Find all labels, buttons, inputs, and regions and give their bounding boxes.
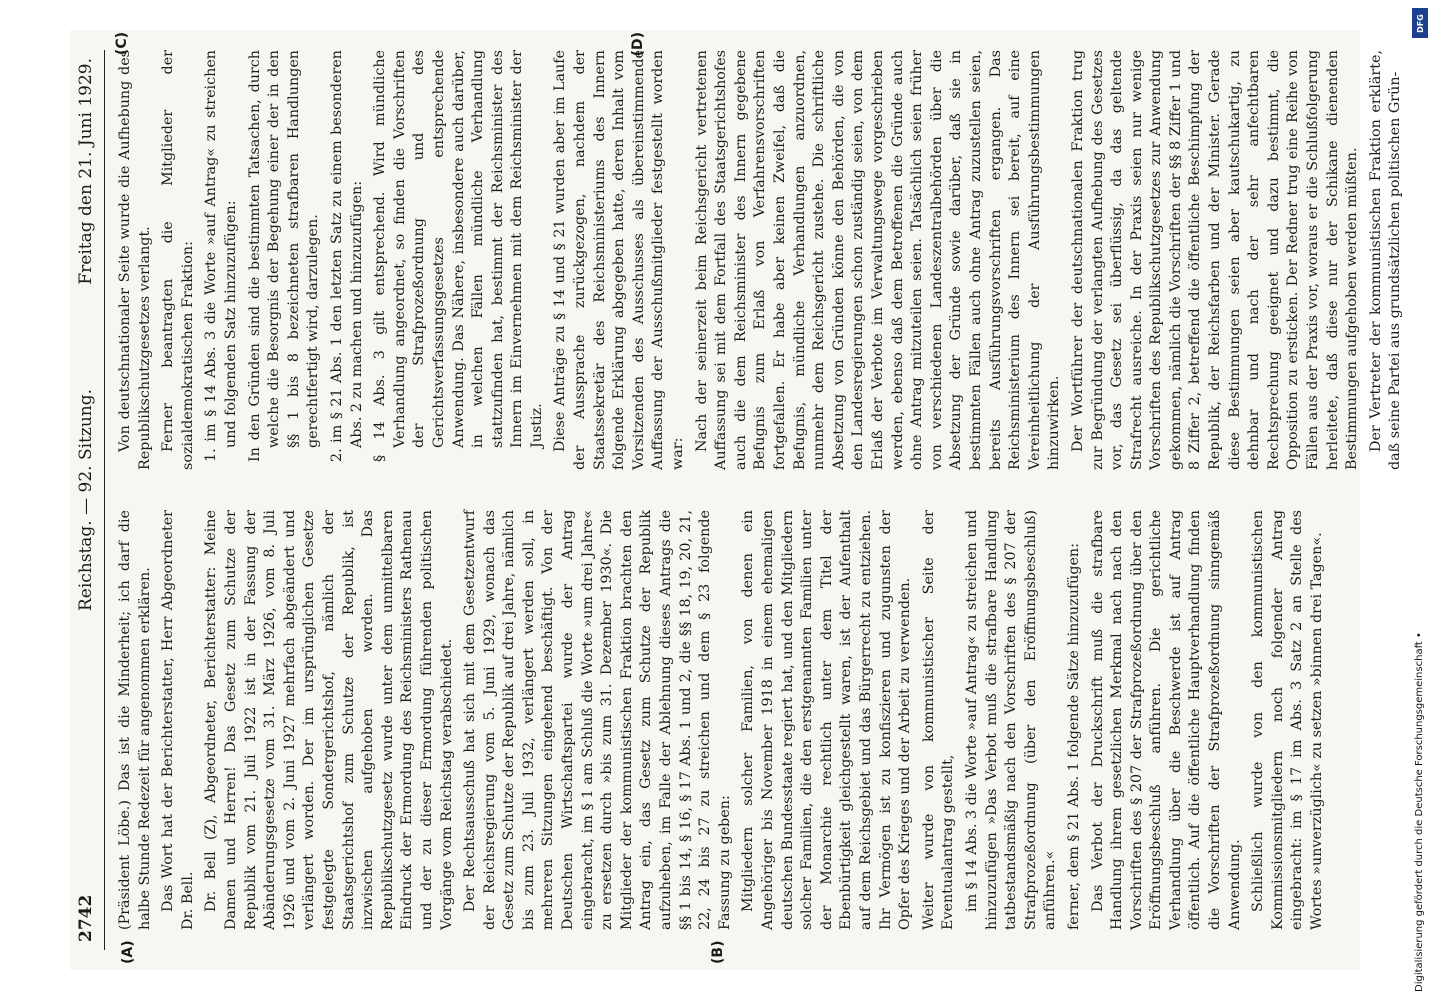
paragraph: (Präsident Löbe.) Das ist die Minderheit; ich darf die halbe Stunde Redezeit für angenommen erklären. <box>117 510 153 930</box>
paragraph: In den Gründen sind die bestimmten Tatsachen, durch welche die Besorgnis der Begehung einer der in den §§ 1 bis 8 bezeichneten strafbaren Handlungen gerechtfertigt wird, darzulegen. <box>246 50 322 462</box>
margin-marker-d: (D) <box>630 32 646 57</box>
paragraph: im § 14 Abs. 3 die Worte »auf Antrag« zu streichen und hinzuzufügen »Das Verbot muß die strafbare Handlung tatbestandsmäßig nach den Vorschriften des § 207 der Strafprozeßordnung (über den Eröffnungsbeschluß) anführen.« <box>963 510 1059 930</box>
paragraph: Der Wortführer der deutschnationalen Fraktion trug zur Begründung der verlangten Aufhebung des Gesetzes vor, das Gesetz sei überflüssig, da das geltende Strafrecht ausreiche. In der Praxis seien nur wenige Vorschriften des Republikschutzgesetzes zur Anwendung gekommen, nämlich die Vorschriften der §§ 8 Ziffer 1 und 8 Ziffer 2, betreffend die öffentliche Beschimpfung der Republik, der Reichsfarben und der Minister. Gerade diese Bestimmungen seien aber kautschukartig, zu dehnbar und nach der sehr anfechtbaren Rechtsprechung geeignet und dazu bestimmt, die Opposition zu ersticken. Der Redner trug eine Reihe von Fällen aus der Praxis vor, woraus er die Schlußfolgerung herleitete, daß diese nur der Schikane dienenden Bestimmungen aufgehoben werden müßten. <box>1069 50 1361 470</box>
credit-text: Digitalisierung gefördert durch die Deutsche Forschungsgemeinschaft • <box>1414 632 1425 992</box>
scanned-page <box>70 30 1404 970</box>
paragraph: § 14 Abs. 3 gilt entsprechend. Wird mündliche Verhandlung angeordnet, so finden die Vorschriften der Strafprozeßordnung und des Gerichtsverfassungsgesetzes entsprechende Anwendung. Das Nähere, insbesondere auch darüber, in welchen Fällen mündliche Verhandlung stattzufinden hat, bestimmt der Reichsminister des Innern im Einvernehmen mit dem Reichsminister der Justiz. <box>372 50 545 462</box>
list-item: 2. im § 21 Abs. 1 den letzten Satz zu einem besonderen Abs. 2 zu machen und hinzuzufügen: <box>328 50 365 462</box>
dfg-logo <box>1412 8 1428 38</box>
paragraph: Ferner beantragten die Mitglieder der sozialdemokratischen Fraktion: <box>160 50 196 470</box>
left-column <box>116 510 1332 930</box>
paragraph: Diese Anträge zu § 14 und § 21 wurden aber im Laufe der Aussprache zurückgezogen, nachdem der Staatssekretär des Reichsministeriums des Innern folgende Erklärung abgegeben hatte, deren Inhalt vom Vorsitzenden des Ausschusses als übereinstimmende Auffassung der Ausschußmitglieder festgestellt worden war: <box>552 50 687 470</box>
right-column <box>116 50 1410 470</box>
paragraph: Dr. Bell (Z), Abgeordneter, Berichterstatter: Meine Damen und Herren! Das Gesetz zum Schutze der Republik vom 21. Juli 1922 ist in der Fassung der Abänderungsgesetze vom 31. März 1926, vom 8. Juli 1926 und vom 2. Juni 1927 mehrfach abgeändert und verlängert worden. Der im ursprünglichen Gesetze festgelegte Sondergerichtshof, nämlich der Staatsgerichtshof zum Schutze der Republik, ist inzwischen aufgehoben worden. Das Republikschutzgesetz wurde unter dem unmittelbaren Eindruck der Ermordung des Reichsministers Rathenau und der zu dieser Ermordung führenden politischen Vorgänge vom Reichstag verabschiedet. <box>203 510 455 930</box>
margin-marker-b: (B) <box>710 940 726 964</box>
digitization-credit <box>1410 8 1430 992</box>
margin-marker-c: (C) <box>114 32 130 56</box>
paragraph: Weiter wurde von kommunistischer Seite der Eventualantrag gestellt, <box>920 510 957 930</box>
paragraph: Mitgliedern solcher Familien, von denen ein Angehöriger bis November 1918 in einem ehemaligen deutschen Bundesstaate regiert hat, und den Mitgliedern solcher Familien, die den erstgenannten Familien unter der Monarchie rechtlich unter dem Titel der Ebenbürtigkeit gleichgestellt waren, ist der Aufenthalt auf dem Reichsgebiet und das Bürgerrecht zu entziehen. Ihr Vermögen ist zu konfiszieren und zugunsten der Opfer des Krieges und der Arbeit zu verwenden. <box>740 510 914 930</box>
paragraph: Der Rechtsausschuß hat sich mit dem Gesetzentwurf der Reichsregierung vom 5. Juni 1929, wonach das Gesetz zum Schutze der Republik auf drei Jahre, nämlich bis zum 23. Juli 1932, verlängert werden soll, in mehreren Sitzungen eingehend beschäftigt. Von der Deutschen Wirtschaftspartei wurde der Antrag eingebracht, im § 1 am Schluß die Worte »um drei Jahre« zu ersetzen durch »bis zum 31. Dezember 1930«. Die Mitglieder der kommunistischen Fraktion brachten den Antrag ein, das Gesetz zum Schutze der Republik aufzuheben, im Falle der Ablehnung dieses Antrags die §§ 1 bis 14, § 16, § 17 Abs. 1 und 2, die §§ 18, 19, 20, 21, 22, 24 bis 27 zu streichen und dem § 23 folgende Fassung zu geben: <box>462 510 733 930</box>
paragraph: Das Verbot der Druckschrift muß die strafbare Handlung ihrem gesetzlichen Merkmal nach nach den Vorschriften des § 207 der Strafprozeßordnung über den Eröffnungsbeschluß anführen. Die gerichtliche Verhandlung über die Beschwerde ist auf Antrag öffentlich. Auf die öffentliche Hauptverhandlung finden die Vorschriften der Strafprozeßordnung sinngemäß Anwendung. <box>1089 510 1243 930</box>
paragraph: Nach der seinerzeit beim Reichsgericht vertretenen Auffassung sei mit dem Fortfall des Staatsgerichtshofes auch die dem Reichsminister des Innern gegebene Befugnis zum Erlaß von Verfahrensvorschriften fortgefallen. Er habe aber keinen Zweifel, daß die Befugnis, mündliche Verhandlungen anzuordnen, nunmehr dem Reichsgericht zustehe. Die schriftliche Absetzung von Gründen könne den Behörden, die von den Landesregierungen schon zuständig seien, von dem Erlaß der Verbote im Verwaltungswege vorgeschrieben werden, ebenso daß dem Betroffenen die Gründe auch ohne Antrag mitzuteilen seien. Tatsächlich seien früher von verschiedenen Landeszentralbehörden über die Absetzung der Gründe sowie darüber, daß sie in bestimmten Fällen auch ohne Antrag zuzustellen seien, bereits Ausführungsvorschriften ergangen. Das Reichsministerium des Innern sei bereit, auf eine Vereinheitlichung der Ausführungsbestimmungen hinzuwirken. <box>693 50 1063 470</box>
session-date: Freitag den 21. Juni 1929. <box>76 58 96 285</box>
document-page <box>70 30 1404 970</box>
paragraph: Schließlich wurde von den kommunistischen Kommissionsmitgliedern noch folgender Antrag eingebracht: im § 17 im Abs. 3 Satz 2 an Stelle des Wortes »unverzüglich« zu setzen »binnen drei Tagen«. <box>1250 510 1326 930</box>
session-title: Reichstag. — 92. Sitzung. <box>76 388 96 612</box>
list-item: 1. im § 14 Abs. 3 die Worte »auf Antrag« zu streichen und folgenden Satz hinzuzufügen: <box>203 50 239 462</box>
page-number: 2742 <box>76 894 96 942</box>
paragraph: Das Wort hat der Berichterstatter, Herr Abgeordneter Dr. Bell. <box>160 510 196 930</box>
dfg-logo-text: DFG <box>1415 13 1425 33</box>
page-header <box>76 50 105 950</box>
paragraph: ferner, dem § 21 Abs. 1 folgende Sätze hinzuzufügen: <box>1065 543 1082 930</box>
paragraph: Von deutschnationaler Seite wurde die Aufhebung des Republikschutzgesetzes verlangt. <box>117 50 153 470</box>
margin-marker-a: (A) <box>120 940 136 964</box>
paragraph: Der Vertreter der kommunistischen Fraktion erklärte, daß seine Partei aus grundsätzlichen politischen Grün- <box>1367 50 1404 470</box>
